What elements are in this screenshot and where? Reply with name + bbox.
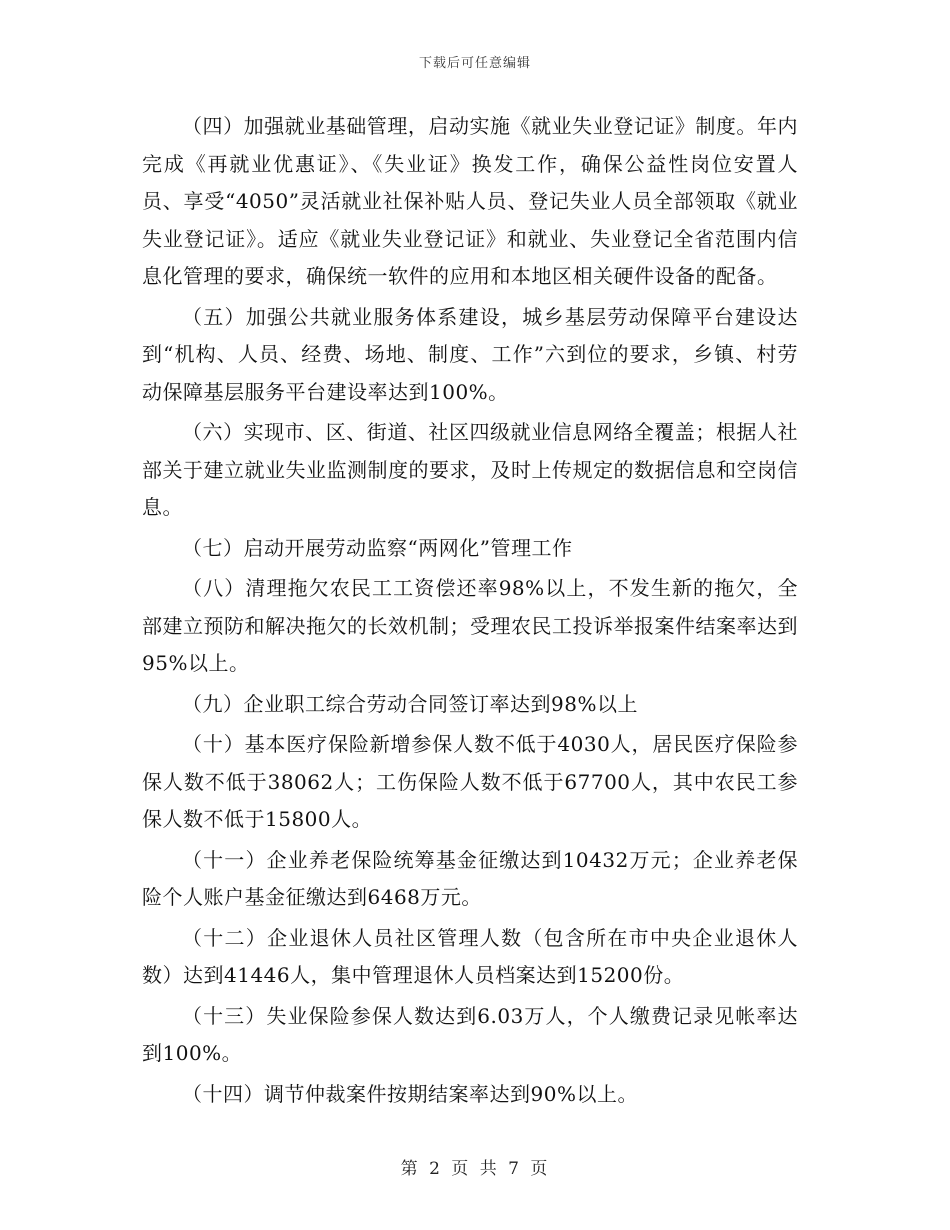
paragraph-9: （九）企业职工综合劳动合同签订率达到98%以上 — [182, 691, 638, 716]
paragraph-13: （十三）失业保险参保人数达到6.03万人，个人缴费记录见帐率达到100%。 — [142, 1003, 798, 1065]
paragraph-5: （五）加强公共就业服务体系建设，城乡基层劳动保障平台建设达到“机构、人员、经费、场地、制度、工作”六到位的要求，乡镇、村劳动保障基层服务平台建设率达到100%。 — [142, 304, 798, 404]
document-body — [142, 108, 798, 1116]
paragraph-7: （七）启动开展劳动监察“两网化”管理工作 — [182, 535, 573, 560]
paragraph-10: （十）基本医疗保险新增参保人数不低于4030人，居民医疗保险参保人数不低于38062人；工伤保险人数不低于67700人，其中农民工参保人数不低于15800人。 — [142, 732, 798, 831]
paragraph-12: （十二）企业退休人员社区管理人数（包含所在市中央企业退休人数）达到41446人，集中管理退休人员档案达到15200份。 — [142, 925, 798, 987]
paragraph-14: （十四）调节仲裁案件按期结案率达到90%以上。 — [182, 1081, 638, 1106]
paragraph-4: （四）加强就业基础管理，启动实施《就业失业登记证》制度。年内完成《再就业优惠证》、《失业证》换发工作，确保公益性岗位安置人员、享受“4050”灵活就业社保补贴人员、登记失业人员全部领取《就业失业登记证》。适应《就业失业登记证》和就业、失业登记全省范围内信息化管理的要求，确保统一软件的应用和本地区相关硬件设备的配备。 — [142, 114, 798, 288]
header-note: 下载后可任意编辑 — [418, 56, 531, 71]
paragraph-8: （八）清理拖欠农民工工资偿还率98%以上，不发生新的拖欠，全部建立预防和解决拖欠的长效机制；受理农民工投诉举报案件结案率达到95%以上。 — [142, 576, 798, 675]
paragraph-11: （十一）企业养老保险统筹基金征缴达到10432万元；企业养老保险个人账户基金征缴达到6468万元。 — [142, 847, 798, 909]
paragraph-6: （六）实现市、区、街道、社区四级就业信息网络全覆盖；根据人社部关于建立就业失业监测制度的要求，及时上传规定的数据信息和空岗信息。 — [142, 420, 798, 519]
page-footer: 第 2 页 共 7 页 — [400, 1159, 550, 1179]
